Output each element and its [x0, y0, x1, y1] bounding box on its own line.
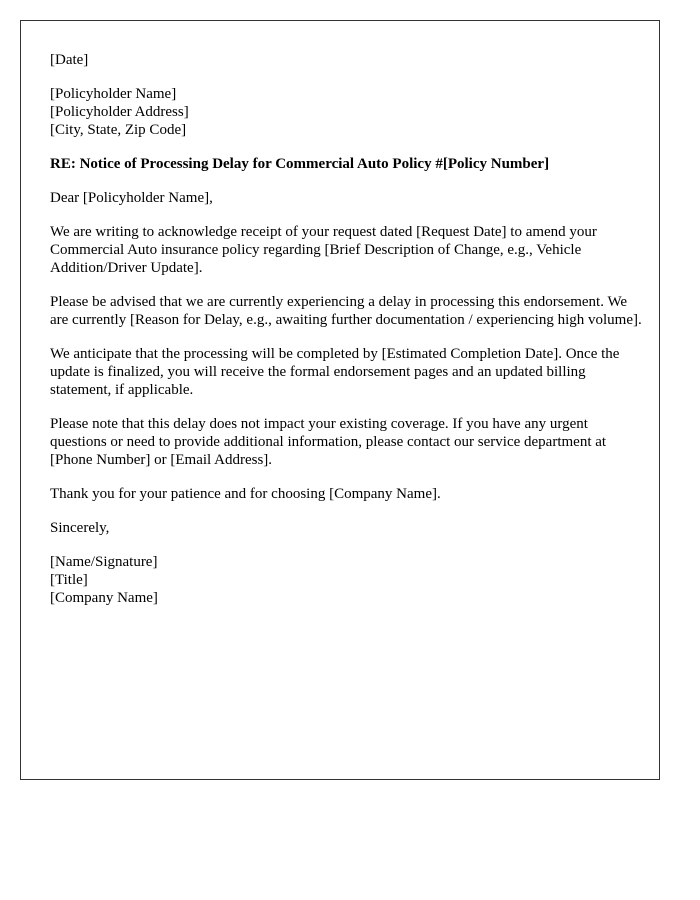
signature-company: [Company Name] [50, 590, 158, 606]
body-paragraph-completion: We anticipate that the processing will be completed by [Estimated Completion Date]. Once the update is finalized, you will receive the formal endorsement pages and an updated billing statement, if applicable. [50, 346, 620, 398]
letter-body [50, 51, 645, 623]
signature-block [50, 553, 645, 607]
signature-title: [Title] [50, 572, 88, 588]
salutation: Dear [Policyholder Name], [50, 190, 213, 206]
recipient-address: [Policyholder Address] [50, 104, 189, 120]
signature-name: [Name/Signature] [50, 554, 158, 570]
body-paragraph-thanks: Thank you for your patience and for choosing [Company Name]. [50, 486, 441, 502]
body-paragraph-coverage: Please note that this delay does not impact your existing coverage. If you have any urgent questions or need to provide additional information, please contact our service department at [Phone Number] or [Email Address]. [50, 416, 607, 468]
subject-line: RE: Notice of Processing Delay for Commercial Auto Policy #[Policy Number] [50, 156, 550, 172]
date-block [50, 51, 645, 69]
closing: Sincerely, [50, 520, 110, 536]
recipient-address-block [50, 85, 645, 139]
recipient-city-state-zip: [City, State, Zip Code] [50, 122, 187, 138]
letter-date: [Date] [50, 52, 89, 68]
body-paragraph-acknowledgement: We are writing to acknowledge receipt of your request dated [Request Date] to amend your Commercial Auto insurance policy regarding [Brief Description of Change, e.g., Vehicle Addition/Driver Update]. [50, 224, 597, 276]
letter-page [20, 20, 660, 780]
recipient-name: [Policyholder Name] [50, 86, 177, 102]
body-paragraph-delay: Please be advised that we are currently experiencing a delay in processing this endorsement. We are currently [Reason for Delay, e.g., awaiting further documentation / experiencing high volume]. [50, 294, 642, 328]
